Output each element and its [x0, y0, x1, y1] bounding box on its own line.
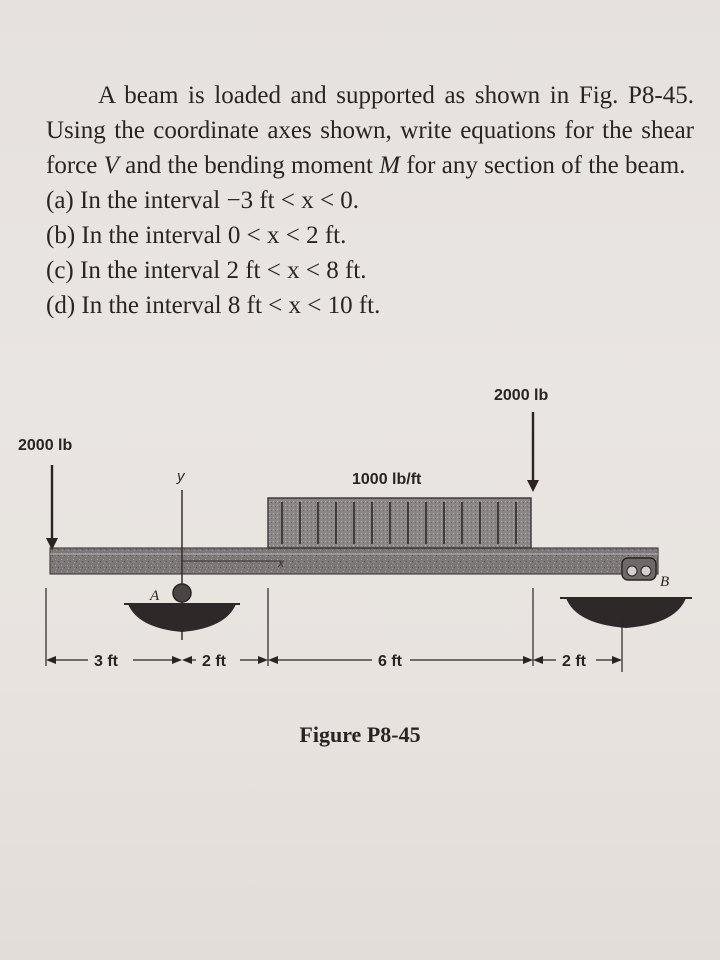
interval-item-b: (b) In the interval 0 < x < 2 ft. [46, 222, 347, 249]
x-axis-label: x [278, 556, 284, 570]
right-load-label: 2000 lb [494, 387, 549, 404]
paragraph-text-2: and the bending moment [118, 152, 380, 179]
support-a-pin [173, 584, 191, 602]
beam [50, 548, 658, 574]
beam-figure [0, 360, 720, 710]
support-b-base [566, 598, 686, 628]
moment-symbol: M [379, 152, 401, 179]
right-load-arrowhead [527, 480, 539, 492]
interval-item-d: (d) In the interval 8 ft < x < 10 ft. [46, 292, 381, 319]
dimension-label-2: 2 ft [202, 653, 226, 670]
dimension-label-3: 6 ft [378, 653, 402, 670]
interval-item-c: (c) In the interval 2 ft < x < 8 ft. [46, 257, 367, 284]
dimension-label-4: 2 ft [562, 653, 586, 670]
paragraph-text-1: A beam is loaded and supported as shown in Fig. P8-45. Using the coordinate axes shown, write equations for the shear force [46, 82, 694, 179]
shear-symbol: V [103, 152, 119, 179]
figure-caption: Figure P8-45 [299, 722, 421, 747]
left-load-label: 2000 lb [18, 437, 73, 454]
dimension-label-1: 3 ft [94, 653, 118, 670]
problem-statement [46, 78, 706, 323]
y-axis-label: y [177, 468, 185, 485]
support-b-label: B [660, 574, 670, 590]
distributed-load-label: 1000 lb/ft [352, 471, 422, 488]
support-a-label: A [150, 588, 160, 604]
paragraph-text-3: for any section of the beam. [400, 152, 686, 179]
problem-paragraph [46, 78, 694, 183]
distributed-load-block [268, 498, 531, 548]
support-a-base [128, 604, 236, 632]
interval-item-a: (a) In the interval −3 ft < x < 0. [46, 187, 360, 214]
